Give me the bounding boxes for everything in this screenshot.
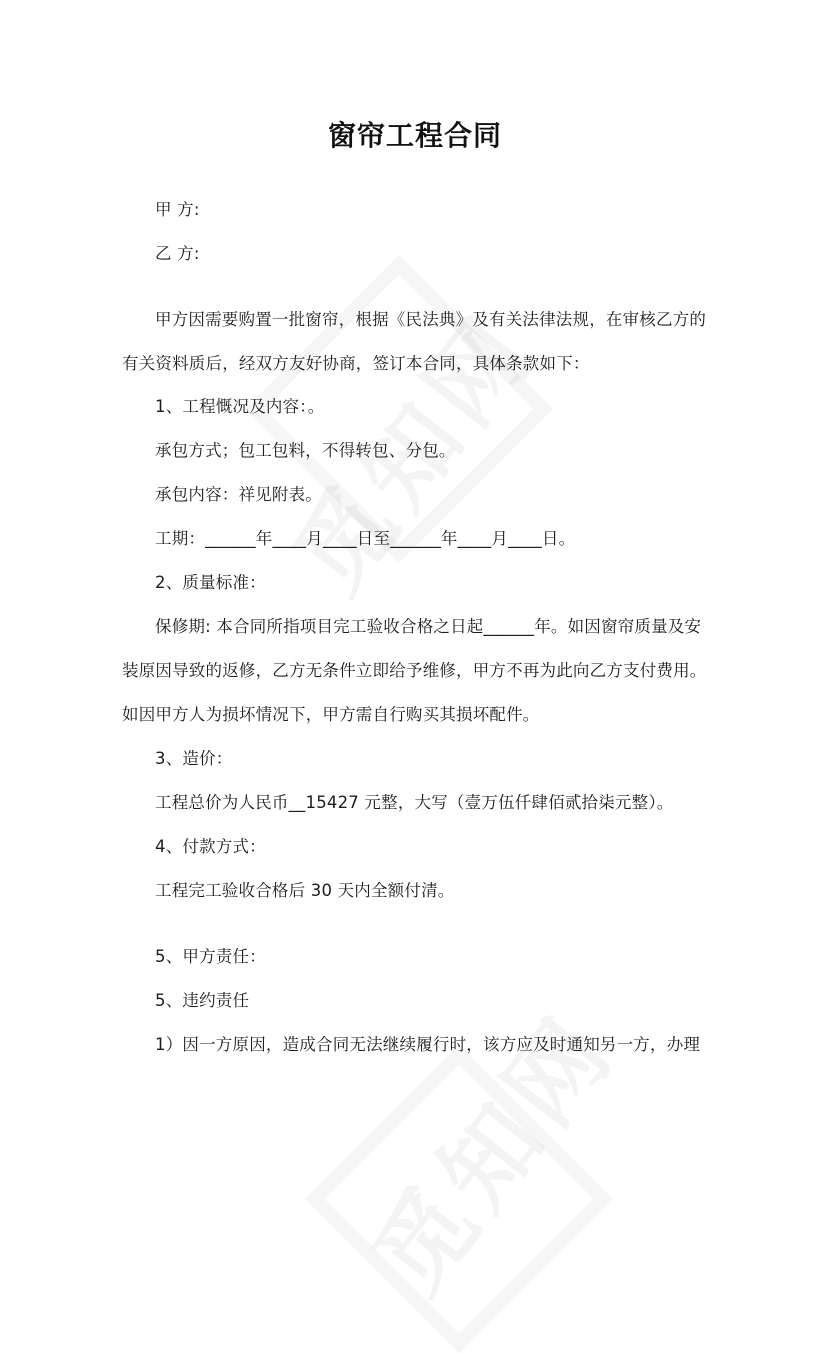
paragraph-price: 工程总价为人民币__15427 元整，大写（壹万伍仟肆佰贰拾柒元整）。 xyxy=(155,793,674,812)
paragraph-duration: 工期：______年____月____日至______年____月____日。 xyxy=(155,529,576,548)
paragraph-preamble-2: 有关资料质后，经双方友好协商，签订本合同，具体条款如下： xyxy=(122,354,590,373)
paragraph-section-5-heading-b: 5、违约责任 xyxy=(155,991,250,1010)
paragraph-party-a: 甲 方: xyxy=(155,200,200,219)
paragraph-section-1-heading: 1、工程慨况及内容：。 xyxy=(155,397,325,416)
paragraph-contract-content: 承包内容：祥见附表。 xyxy=(155,485,322,504)
watermark-frame-bottom xyxy=(305,1045,613,1353)
paragraph-section-3-heading: 3、造价： xyxy=(155,749,233,768)
paragraph-contract-method: 承包方式；包工包料，不得转包、分包。 xyxy=(155,441,456,460)
paragraph-warranty-3: 如因甲方人为损坏情况下，甲方需自行购买其损坏配件。 xyxy=(122,705,540,724)
paragraph-section-2-heading: 2、质量标准： xyxy=(155,573,266,592)
paragraph-breach-1: 1）因一方原因，造成合同无法继续履行时，该方应及时通知另一方，办理 xyxy=(155,1035,701,1054)
paragraph-warranty-1: 保修期: 本合同所指项目完工验收合格之日起______年。如因窗帘质量及安 xyxy=(155,617,702,636)
paragraph-party-b: 乙 方: xyxy=(155,244,200,263)
document-title: 窗帘工程合同 xyxy=(327,119,502,152)
paragraph-preamble-1: 甲方因需要购置一批窗帘，根据《民法典》及有关法律法规，在审核乙方的 xyxy=(155,310,707,329)
paragraph-section-4-heading: 4、付款方式： xyxy=(155,837,266,856)
paragraph-payment: 工程完工验收合格后 30 天内全额付清。 xyxy=(155,881,455,900)
paragraph-warranty-2: 装原因导致的返修，乙方无条件立即给予维修，甲方不再为此向乙方支付费用。 xyxy=(122,661,707,680)
watermark-bottom xyxy=(337,981,641,1316)
paragraph-section-5-heading-a: 5、甲方责任： xyxy=(155,947,266,966)
